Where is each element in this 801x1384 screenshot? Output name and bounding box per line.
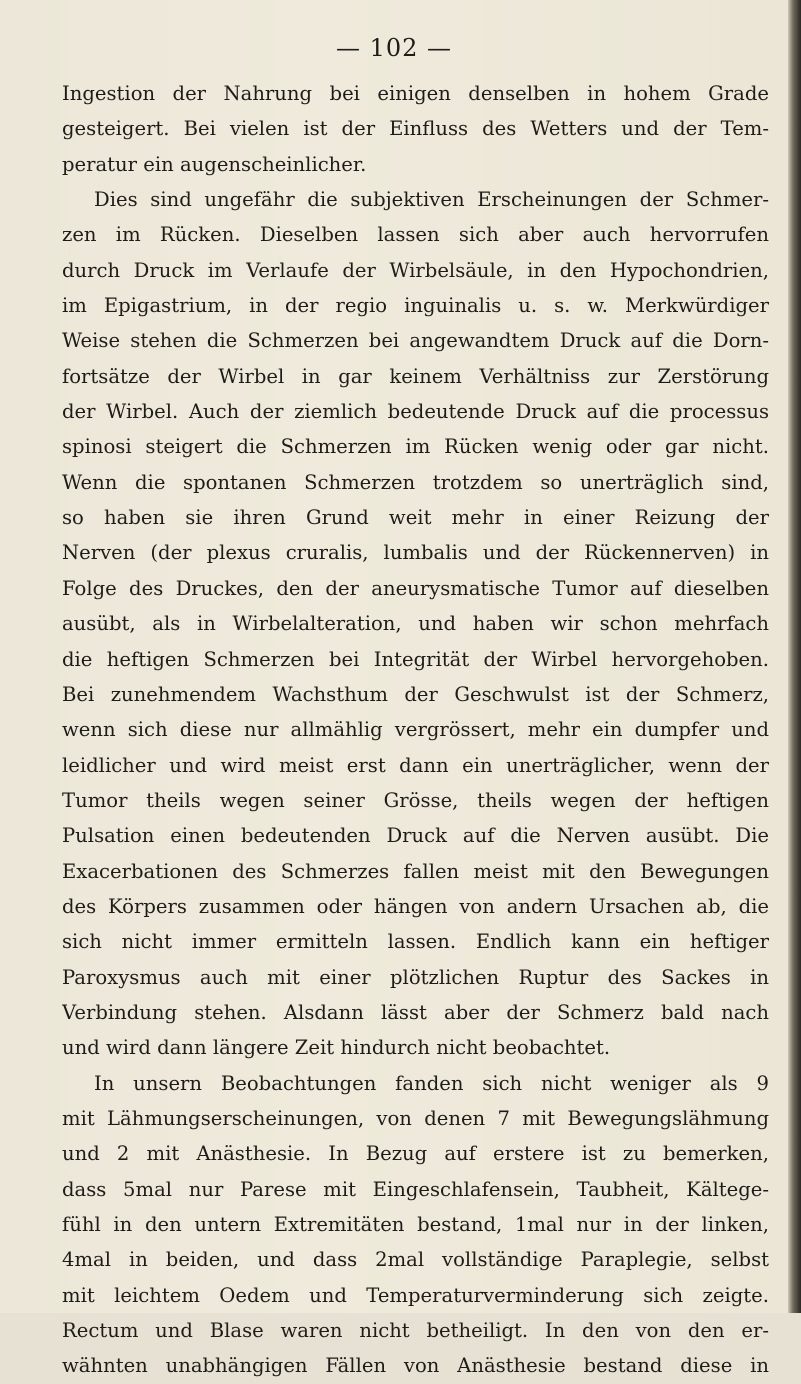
text-line: Bei zunehmendem Wachsthum der Geschwulst ist der Schmerz, [62,682,769,706]
text-line: mit Lähmungserscheinungen, von denen 7 mit Bewegungslähmung [62,1106,769,1130]
text-line: dass 5mal nur Parese mit Eingeschlafensein, Taubheit, Kältege- [62,1177,769,1201]
body-text [62,76,769,1384]
text-line: fühl in den untern Extremitäten bestand, 1mal nur in der linken, [62,1213,769,1236]
text-line: Rectum und Blase waren nicht betheiligt. In den von den er- [62,1319,769,1343]
text-line: 4mal in beiden, und dass 2mal vollständige Paraplegie, selbst [62,1248,769,1272]
text-line: Tumor theils wegen seiner Grösse, theils wegen der heftigen [62,788,769,812]
text-line: durch Druck im Verlaufe der Wirbelsäule, in den Hypochondrien, [62,258,769,282]
text-line: Folge des Druckes, den der aneurysmatische Tumor auf dieselben [62,576,769,600]
page-edge-shadow [788,0,801,1313]
text-line: Pulsation einen bedeutenden Druck auf die Nerven ausübt. Die [62,824,769,848]
text-line: Dies sind ungefähr die subjektiven Erscheinungen der Schmer- [94,188,769,212]
text-line: wähnten unabhängigen Fällen von Anästhesie bestand diese in [62,1354,769,1378]
text-line: fortsätze der Wirbel in gar keinem Verhältniss zur Zerstörung [62,364,769,388]
text-line: Wenn die spontanen Schmerzen trotzdem so unerträglich sind, [62,470,769,494]
text-line: sich nicht immer ermitteln lassen. Endlich kann ein heftiger [62,930,769,954]
text-line: im Epigastrium, in der regio inguinalis u. s. w. Merkwürdiger [62,294,769,318]
text-line: und wird dann längere Zeit hindurch nicht beobachtet. [62,1036,611,1060]
text-line: peratur ein augenscheinlicher. [62,152,367,176]
text-line: Verbindung stehen. Alsdann lässt aber der Schmerz bald nach [62,1000,769,1024]
text-line: Paroxysmus auch mit einer plötzlichen Ruptur des Sackes in [62,965,769,989]
text-line: In unsern Beobachtungen fanden sich nicht weniger als 9 [94,1071,769,1095]
text-line: mit leichtem Oedem und Temperaturverminderung sich zeigte. [62,1283,769,1307]
text-line: leidlicher und wird meist erst dann ein unerträglicher, wenn der [62,753,769,777]
text-line: die heftigen Schmerzen bei Integrität der Wirbel hervorgehoben. [62,647,769,671]
text-line: so haben sie ihren Grund weit mehr in einer Reizung der [62,506,769,530]
text-line: spinosi steigert die Schmerzen im Rücken wenig oder gar nicht. [62,435,769,459]
text-line: des Körpers zusammen oder hängen von andern Ursachen ab, die [62,894,769,918]
text-line: der Wirbel. Auch der ziemlich bedeutende Druck auf die processus [62,400,769,424]
text-line: Exacerbationen des Schmerzes fallen meist mit den Bewegungen [62,859,769,883]
text-line: gesteigert. Bei vielen ist der Einfluss des Wetters und der Tem- [62,117,769,141]
text-line: Weise stehen die Schmerzen bei angewandtem Druck auf die Dorn- [62,329,769,353]
text-line: zen im Rücken. Dieselben lassen sich aber auch hervorrufen [62,223,769,247]
text-line: und 2 mit Anästhesie. In Bezug auf erstere ist zu bemerken, [62,1142,769,1166]
text-line: Ingestion der Nahrung bei einigen denselben in hohem Grade [62,82,769,105]
text-line: wenn sich diese nur allmählig vergrössert, mehr ein dumpfer und [62,718,769,742]
page-number: — 102 — [335,34,453,62]
text-line: Nerven (der plexus cruralis, lumbalis und der Rückennerven) in [62,541,769,565]
text-line: ausübt, als in Wirbelalteration, und haben wir schon mehrfach [62,612,769,636]
